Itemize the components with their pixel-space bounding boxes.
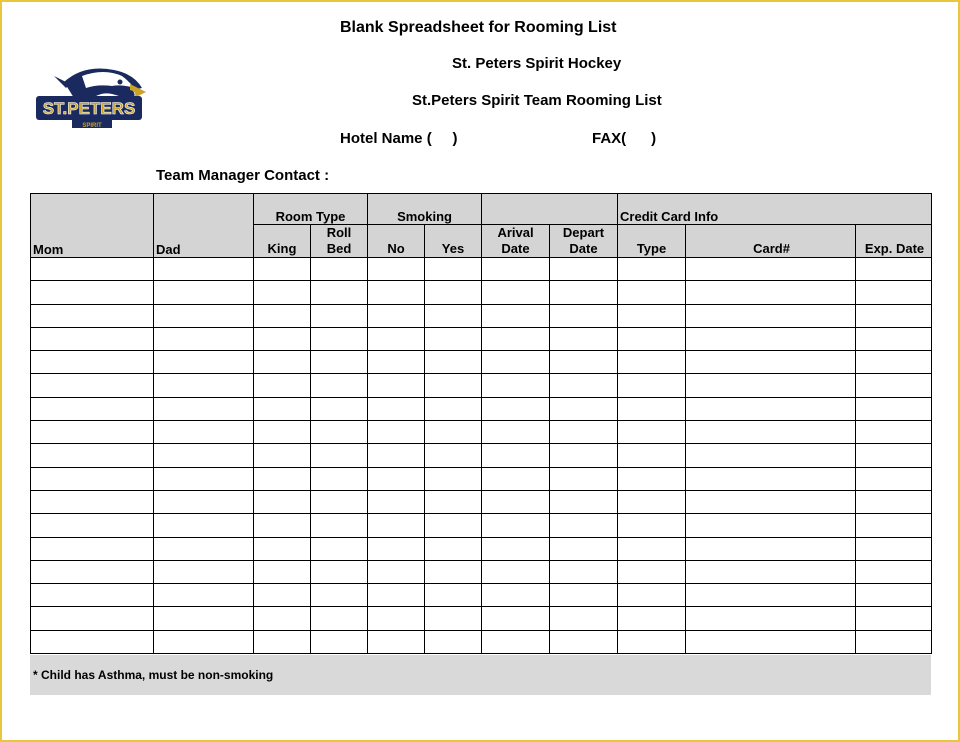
table-cell[interactable] <box>482 537 550 560</box>
table-cell[interactable] <box>618 630 686 653</box>
table-cell[interactable] <box>31 514 154 537</box>
table-cell[interactable] <box>311 607 368 630</box>
table-cell[interactable] <box>31 444 154 467</box>
logo-text: ST.PETERS <box>42 99 136 118</box>
table-cell[interactable] <box>856 351 932 374</box>
table-cell[interactable] <box>856 584 932 607</box>
table-cell[interactable] <box>254 397 311 420</box>
table-cell[interactable] <box>154 397 254 420</box>
col-yes: Yes <box>425 225 482 258</box>
table-cell[interactable] <box>311 258 368 281</box>
table-cell[interactable] <box>311 444 368 467</box>
table-cell[interactable] <box>368 304 425 327</box>
table-cell[interactable] <box>618 281 686 304</box>
table-cell[interactable] <box>856 490 932 513</box>
table-cell[interactable] <box>154 560 254 583</box>
table-cell[interactable] <box>154 281 254 304</box>
col-type: Type <box>618 225 686 258</box>
table-cell[interactable] <box>686 514 856 537</box>
table-cell[interactable] <box>254 421 311 444</box>
table-row <box>31 258 932 281</box>
table-cell[interactable] <box>154 327 254 350</box>
table-cell[interactable] <box>311 281 368 304</box>
team-manager-contact-label: Team Manager Contact : <box>156 167 330 184</box>
table-cell[interactable] <box>618 490 686 513</box>
col-dad: Dad <box>154 194 254 258</box>
table-cell[interactable] <box>482 374 550 397</box>
table-cell[interactable] <box>686 537 856 560</box>
table-cell[interactable] <box>311 514 368 537</box>
table-cell[interactable] <box>856 607 932 630</box>
table-cell[interactable] <box>31 607 154 630</box>
table-cell[interactable] <box>254 374 311 397</box>
table-cell[interactable] <box>154 351 254 374</box>
table-cell[interactable] <box>154 584 254 607</box>
table-cell[interactable] <box>31 374 154 397</box>
table-cell[interactable] <box>856 374 932 397</box>
table-cell[interactable] <box>425 537 482 560</box>
table-cell[interactable] <box>686 607 856 630</box>
table-cell[interactable] <box>856 537 932 560</box>
table-cell[interactable] <box>311 537 368 560</box>
table-cell[interactable] <box>425 630 482 653</box>
table-cell[interactable] <box>550 258 618 281</box>
table-cell[interactable] <box>856 630 932 653</box>
table-cell[interactable] <box>311 374 368 397</box>
table-cell[interactable] <box>482 607 550 630</box>
table-cell[interactable] <box>31 537 154 560</box>
table-cell[interactable] <box>686 281 856 304</box>
table-cell[interactable] <box>31 304 154 327</box>
table-cell[interactable] <box>154 467 254 490</box>
table-cell[interactable] <box>425 514 482 537</box>
table-cell[interactable] <box>31 490 154 513</box>
st-peters-eagle-logo-icon <box>34 62 150 132</box>
table-cell[interactable] <box>368 281 425 304</box>
table-cell[interactable] <box>368 630 425 653</box>
table-row <box>31 327 932 350</box>
col-card-number: Card# <box>686 225 856 258</box>
table-cell[interactable] <box>31 630 154 653</box>
table-cell[interactable] <box>550 537 618 560</box>
table-cell[interactable] <box>618 607 686 630</box>
table-row <box>31 304 932 327</box>
table-row <box>31 514 932 537</box>
table-cell[interactable] <box>254 444 311 467</box>
table-cell[interactable] <box>550 444 618 467</box>
table-cell[interactable] <box>31 397 154 420</box>
table-cell[interactable] <box>31 467 154 490</box>
subtitle-rooming: St.Peters Spirit Team Rooming List <box>412 92 662 109</box>
table-cell[interactable] <box>254 351 311 374</box>
table-cell[interactable] <box>425 258 482 281</box>
table-cell[interactable] <box>856 444 932 467</box>
table-cell[interactable] <box>686 397 856 420</box>
table-cell[interactable] <box>368 607 425 630</box>
table-cell[interactable] <box>425 374 482 397</box>
hotel-name-label: Hotel Name ( ) <box>340 130 458 147</box>
table-cell[interactable] <box>425 444 482 467</box>
table-cell[interactable] <box>856 397 932 420</box>
table-cell[interactable] <box>618 444 686 467</box>
table-cell[interactable] <box>425 397 482 420</box>
table-cell[interactable] <box>482 514 550 537</box>
table-cell[interactable] <box>311 490 368 513</box>
table-cell[interactable] <box>368 258 425 281</box>
table-cell[interactable] <box>368 327 425 350</box>
table-cell[interactable] <box>254 304 311 327</box>
table-cell[interactable] <box>311 304 368 327</box>
table-cell[interactable] <box>856 258 932 281</box>
table-row <box>31 537 932 560</box>
table-cell[interactable] <box>550 304 618 327</box>
table-cell[interactable] <box>31 560 154 583</box>
table-cell[interactable] <box>311 584 368 607</box>
table-cell[interactable] <box>425 304 482 327</box>
table-cell[interactable] <box>311 327 368 350</box>
table-row <box>31 630 932 653</box>
group-room-type: Room Type <box>254 194 368 225</box>
table-cell[interactable] <box>618 304 686 327</box>
table-cell[interactable] <box>856 327 932 350</box>
table-cell[interactable] <box>311 560 368 583</box>
table-cell[interactable] <box>856 467 932 490</box>
table-cell[interactable] <box>856 560 932 583</box>
table-cell[interactable] <box>154 374 254 397</box>
table-cell[interactable] <box>368 374 425 397</box>
table-cell[interactable] <box>618 327 686 350</box>
table-cell[interactable] <box>425 327 482 350</box>
table-cell[interactable] <box>618 537 686 560</box>
table-cell[interactable] <box>154 607 254 630</box>
table-cell[interactable] <box>482 490 550 513</box>
table-cell[interactable] <box>311 351 368 374</box>
table-cell[interactable] <box>686 421 856 444</box>
table-cell[interactable] <box>311 397 368 420</box>
table-cell[interactable] <box>856 421 932 444</box>
col-depart-date <box>550 225 618 258</box>
table-cell[interactable] <box>425 584 482 607</box>
table-cell[interactable] <box>368 584 425 607</box>
table-cell[interactable] <box>368 490 425 513</box>
group-credit-card: Credit Card Info <box>618 194 932 225</box>
table-cell[interactable] <box>482 560 550 583</box>
page-title: Blank Spreadsheet for Rooming List <box>340 19 617 36</box>
table-cell[interactable] <box>618 258 686 281</box>
table-cell[interactable] <box>154 444 254 467</box>
table-cell[interactable] <box>482 584 550 607</box>
table-cell[interactable] <box>550 281 618 304</box>
table-cell[interactable] <box>311 421 368 444</box>
fax-label: FAX( ) <box>592 130 657 147</box>
table-cell[interactable] <box>254 327 311 350</box>
table-cell[interactable] <box>154 537 254 560</box>
table-cell[interactable] <box>31 281 154 304</box>
table-cell[interactable] <box>550 630 618 653</box>
col-mom: Mom <box>31 194 154 258</box>
table-cell[interactable] <box>550 374 618 397</box>
table-cell[interactable] <box>368 397 425 420</box>
table-cell[interactable] <box>686 490 856 513</box>
table-cell[interactable] <box>154 304 254 327</box>
table-cell[interactable] <box>686 560 856 583</box>
table-cell[interactable] <box>686 467 856 490</box>
table-cell[interactable] <box>154 514 254 537</box>
table-cell[interactable] <box>254 258 311 281</box>
table-cell[interactable] <box>550 327 618 350</box>
rooming-list-table <box>30 193 932 654</box>
table-cell[interactable] <box>550 560 618 583</box>
col-roll-bed-line1: Roll <box>326 225 352 240</box>
table-cell[interactable] <box>154 421 254 444</box>
table-cell[interactable] <box>550 584 618 607</box>
table-cell[interactable] <box>368 514 425 537</box>
table-cell[interactable] <box>618 584 686 607</box>
table-cell[interactable] <box>686 584 856 607</box>
table-row <box>31 397 932 420</box>
table-cell[interactable] <box>254 584 311 607</box>
table-cell[interactable] <box>254 537 311 560</box>
table-cell[interactable] <box>618 467 686 490</box>
table-row <box>31 560 932 583</box>
col-depart-line2: Date <box>569 241 598 256</box>
col-exp-date: Exp. Date <box>856 225 932 258</box>
table-cell[interactable] <box>482 281 550 304</box>
table-cell[interactable] <box>482 351 550 374</box>
table-cell[interactable] <box>254 467 311 490</box>
table-row <box>31 584 932 607</box>
col-depart-line1: Depart <box>562 225 605 240</box>
table-cell[interactable] <box>618 397 686 420</box>
table-row <box>31 607 932 630</box>
table-cell[interactable] <box>550 490 618 513</box>
table-row <box>31 351 932 374</box>
group-smoking: Smoking <box>368 194 482 225</box>
table-cell[interactable] <box>311 467 368 490</box>
table-cell[interactable] <box>856 514 932 537</box>
table-cell[interactable] <box>425 560 482 583</box>
table-cell[interactable] <box>254 514 311 537</box>
col-roll-bed <box>311 225 368 258</box>
col-arrival-line2: Date <box>501 241 530 256</box>
table-cell[interactable] <box>618 421 686 444</box>
table-cell[interactable] <box>368 351 425 374</box>
subtitle-team: St. Peters Spirit Hockey <box>452 55 622 72</box>
table-cell[interactable] <box>856 281 932 304</box>
table-cell[interactable] <box>550 467 618 490</box>
table-cell[interactable] <box>154 630 254 653</box>
table-cell[interactable] <box>368 467 425 490</box>
footnote-text: * Child has Asthma, must be non-smoking <box>33 668 274 682</box>
table-cell[interactable] <box>368 537 425 560</box>
table-cell[interactable] <box>254 490 311 513</box>
table-cell[interactable] <box>550 397 618 420</box>
group-dates-blank <box>482 194 618 225</box>
table-cell[interactable] <box>618 560 686 583</box>
table-cell[interactable] <box>254 560 311 583</box>
table-cell[interactable] <box>482 421 550 444</box>
table-cell[interactable] <box>482 397 550 420</box>
table-cell[interactable] <box>550 607 618 630</box>
table-row <box>31 467 932 490</box>
table-cell[interactable] <box>31 351 154 374</box>
table-cell[interactable] <box>550 514 618 537</box>
table-row <box>31 421 932 444</box>
table-cell[interactable] <box>618 351 686 374</box>
table-body <box>31 258 932 654</box>
table-cell[interactable] <box>550 351 618 374</box>
table-cell[interactable] <box>425 281 482 304</box>
table-cell[interactable] <box>31 258 154 281</box>
table-cell[interactable] <box>311 630 368 653</box>
table-row <box>31 490 932 513</box>
table-cell[interactable] <box>425 351 482 374</box>
table-cell[interactable] <box>31 421 154 444</box>
table-cell[interactable] <box>686 630 856 653</box>
col-arrival-date <box>482 225 550 258</box>
table-cell[interactable] <box>425 421 482 444</box>
table-cell[interactable] <box>550 421 618 444</box>
table-row <box>31 444 932 467</box>
table-cell[interactable] <box>425 490 482 513</box>
col-no: No <box>368 225 425 258</box>
table-cell[interactable] <box>686 444 856 467</box>
table-cell[interactable] <box>686 374 856 397</box>
col-arrival-line1: Arival <box>497 225 534 240</box>
table-cell[interactable] <box>482 304 550 327</box>
table-cell[interactable] <box>482 630 550 653</box>
table-cell[interactable] <box>425 607 482 630</box>
col-king: King <box>254 225 311 258</box>
table-row <box>31 281 932 304</box>
table-cell[interactable] <box>254 630 311 653</box>
col-roll-bed-line2: Bed <box>326 241 352 256</box>
logo-subtext: SPIRIT <box>82 123 102 129</box>
table-cell[interactable] <box>31 584 154 607</box>
table-cell[interactable] <box>618 514 686 537</box>
table-cell[interactable] <box>254 281 311 304</box>
table-cell[interactable] <box>482 258 550 281</box>
table-cell[interactable] <box>686 304 856 327</box>
table-cell[interactable] <box>368 421 425 444</box>
table-cell[interactable] <box>368 444 425 467</box>
table-cell[interactable] <box>425 467 482 490</box>
table-cell[interactable] <box>368 560 425 583</box>
table-cell[interactable] <box>154 490 254 513</box>
table-cell[interactable] <box>856 304 932 327</box>
table-cell[interactable] <box>686 351 856 374</box>
table-cell[interactable] <box>254 607 311 630</box>
table-cell[interactable] <box>154 258 254 281</box>
table-cell[interactable] <box>686 258 856 281</box>
table-cell[interactable] <box>686 327 856 350</box>
table-row <box>31 374 932 397</box>
table-cell[interactable] <box>482 467 550 490</box>
table-cell[interactable] <box>31 327 154 350</box>
table-cell[interactable] <box>482 327 550 350</box>
table-cell[interactable] <box>618 374 686 397</box>
table-cell[interactable] <box>482 444 550 467</box>
